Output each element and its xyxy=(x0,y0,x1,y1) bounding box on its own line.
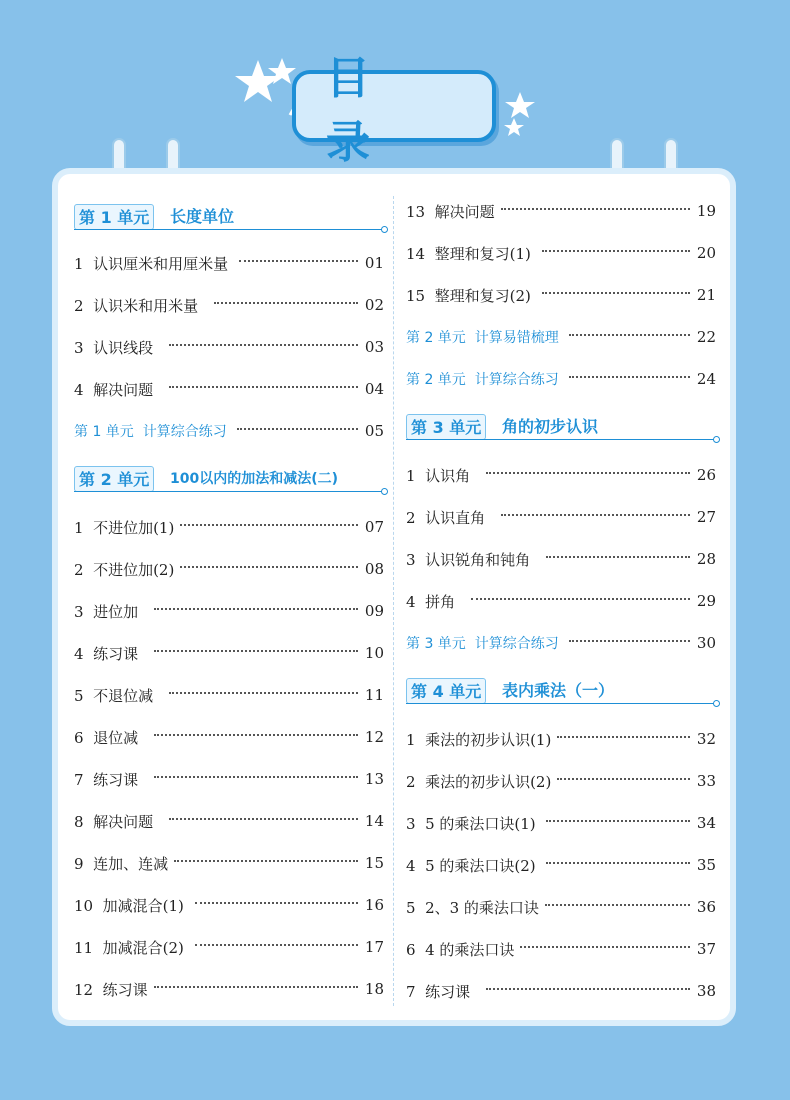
unit-header xyxy=(406,406,716,448)
toc-entry[interactable]: 1 认识角 26 xyxy=(406,466,716,485)
toc-practice-entry[interactable]: 第 2 单元 计算综合练习 24 xyxy=(406,370,716,388)
column-divider xyxy=(393,196,394,1006)
toc-entry[interactable]: 5 2、3 的乘法口诀 36 xyxy=(406,898,716,917)
toc-entry[interactable]: 4 拼角 29 xyxy=(406,592,716,611)
toc-entry[interactable]: 5 不退位减 11 xyxy=(74,686,384,705)
toc-entry[interactable]: 3 认识线段 03 xyxy=(74,338,384,357)
toc-entry[interactable]: 1 认识厘米和用厘米量 01 xyxy=(74,254,384,273)
unit-tag: 第 3 单元 xyxy=(406,414,486,440)
toc-entry[interactable]: 3 5 的乘法口诀(1) 34 xyxy=(406,814,716,833)
toc-entry[interactable]: 2 乘法的初步认识(2) 33 xyxy=(406,772,716,791)
star-icon xyxy=(504,118,524,136)
star-icon xyxy=(505,92,535,118)
unit-tag: 第 4 单元 xyxy=(406,678,486,704)
toc-entry[interactable]: 2 认识米和用米量 02 xyxy=(74,296,384,315)
toc-entry[interactable]: 9 连加、连减 15 xyxy=(74,854,384,873)
toc-entry[interactable]: 1 乘法的初步认识(1) 32 xyxy=(406,730,716,749)
toc-entry[interactable]: 14 整理和复习(1) 20 xyxy=(406,244,716,263)
unit-title: 表内乘法（一） xyxy=(502,681,615,700)
unit-header xyxy=(74,196,384,238)
toc-entry[interactable]: 7 练习课 13 xyxy=(74,770,384,789)
unit-header xyxy=(406,670,716,712)
toc-practice-entry[interactable]: 第 2 单元 计算易错梳理 22 xyxy=(406,328,716,346)
unit-tag: 第 2 单元 xyxy=(74,466,154,492)
toc-entry[interactable]: 4 练习课 10 xyxy=(74,644,384,663)
toc-entry[interactable]: 15 整理和复习(2) 21 xyxy=(406,286,716,305)
unit-title: 100以内的加法和减法(二) xyxy=(170,471,339,487)
page-title: 目 录 xyxy=(292,70,496,142)
unit-header xyxy=(74,458,384,500)
toc-entry[interactable]: 2 认识直角 27 xyxy=(406,508,716,527)
toc-entry[interactable]: 2 不进位加(2) 08 xyxy=(74,560,384,579)
toc-entry[interactable]: 10 加减混合(1) 16 xyxy=(74,896,384,915)
toc-entry[interactable]: 6 退位减 12 xyxy=(74,728,384,747)
unit-tag: 第 1 单元 xyxy=(74,204,154,230)
toc-entry[interactable]: 3 进位加 09 xyxy=(74,602,384,621)
toc-entry[interactable]: 11 加减混合(2) 17 xyxy=(74,938,384,957)
toc-entry[interactable]: 6 4 的乘法口诀 37 xyxy=(406,940,716,959)
toc-entry[interactable]: 13 解决问题 19 xyxy=(406,202,716,221)
unit-title: 长度单位 xyxy=(170,207,235,226)
toc-entry[interactable]: 12 练习课 18 xyxy=(74,980,384,999)
toc-practice-entry[interactable]: 第 1 单元 计算综合练习 05 xyxy=(74,422,384,440)
toc-entry[interactable]: 4 5 的乘法口诀(2) 35 xyxy=(406,856,716,875)
toc-entry[interactable]: 3 认识锐角和钝角 28 xyxy=(406,550,716,569)
unit-title: 角的初步认识 xyxy=(502,417,599,436)
toc-practice-entry[interactable]: 第 3 单元 计算综合练习 30 xyxy=(406,634,716,652)
toc-right-column xyxy=(406,196,716,1012)
toc-entry[interactable]: 4 解决问题 04 xyxy=(74,380,384,399)
toc-entry[interactable]: 1 不进位加(1) 07 xyxy=(74,518,384,537)
toc-left-column xyxy=(74,196,384,1010)
toc-entry[interactable]: 7 练习课 38 xyxy=(406,982,716,1001)
toc-entry[interactable]: 8 解决问题 14 xyxy=(74,812,384,831)
